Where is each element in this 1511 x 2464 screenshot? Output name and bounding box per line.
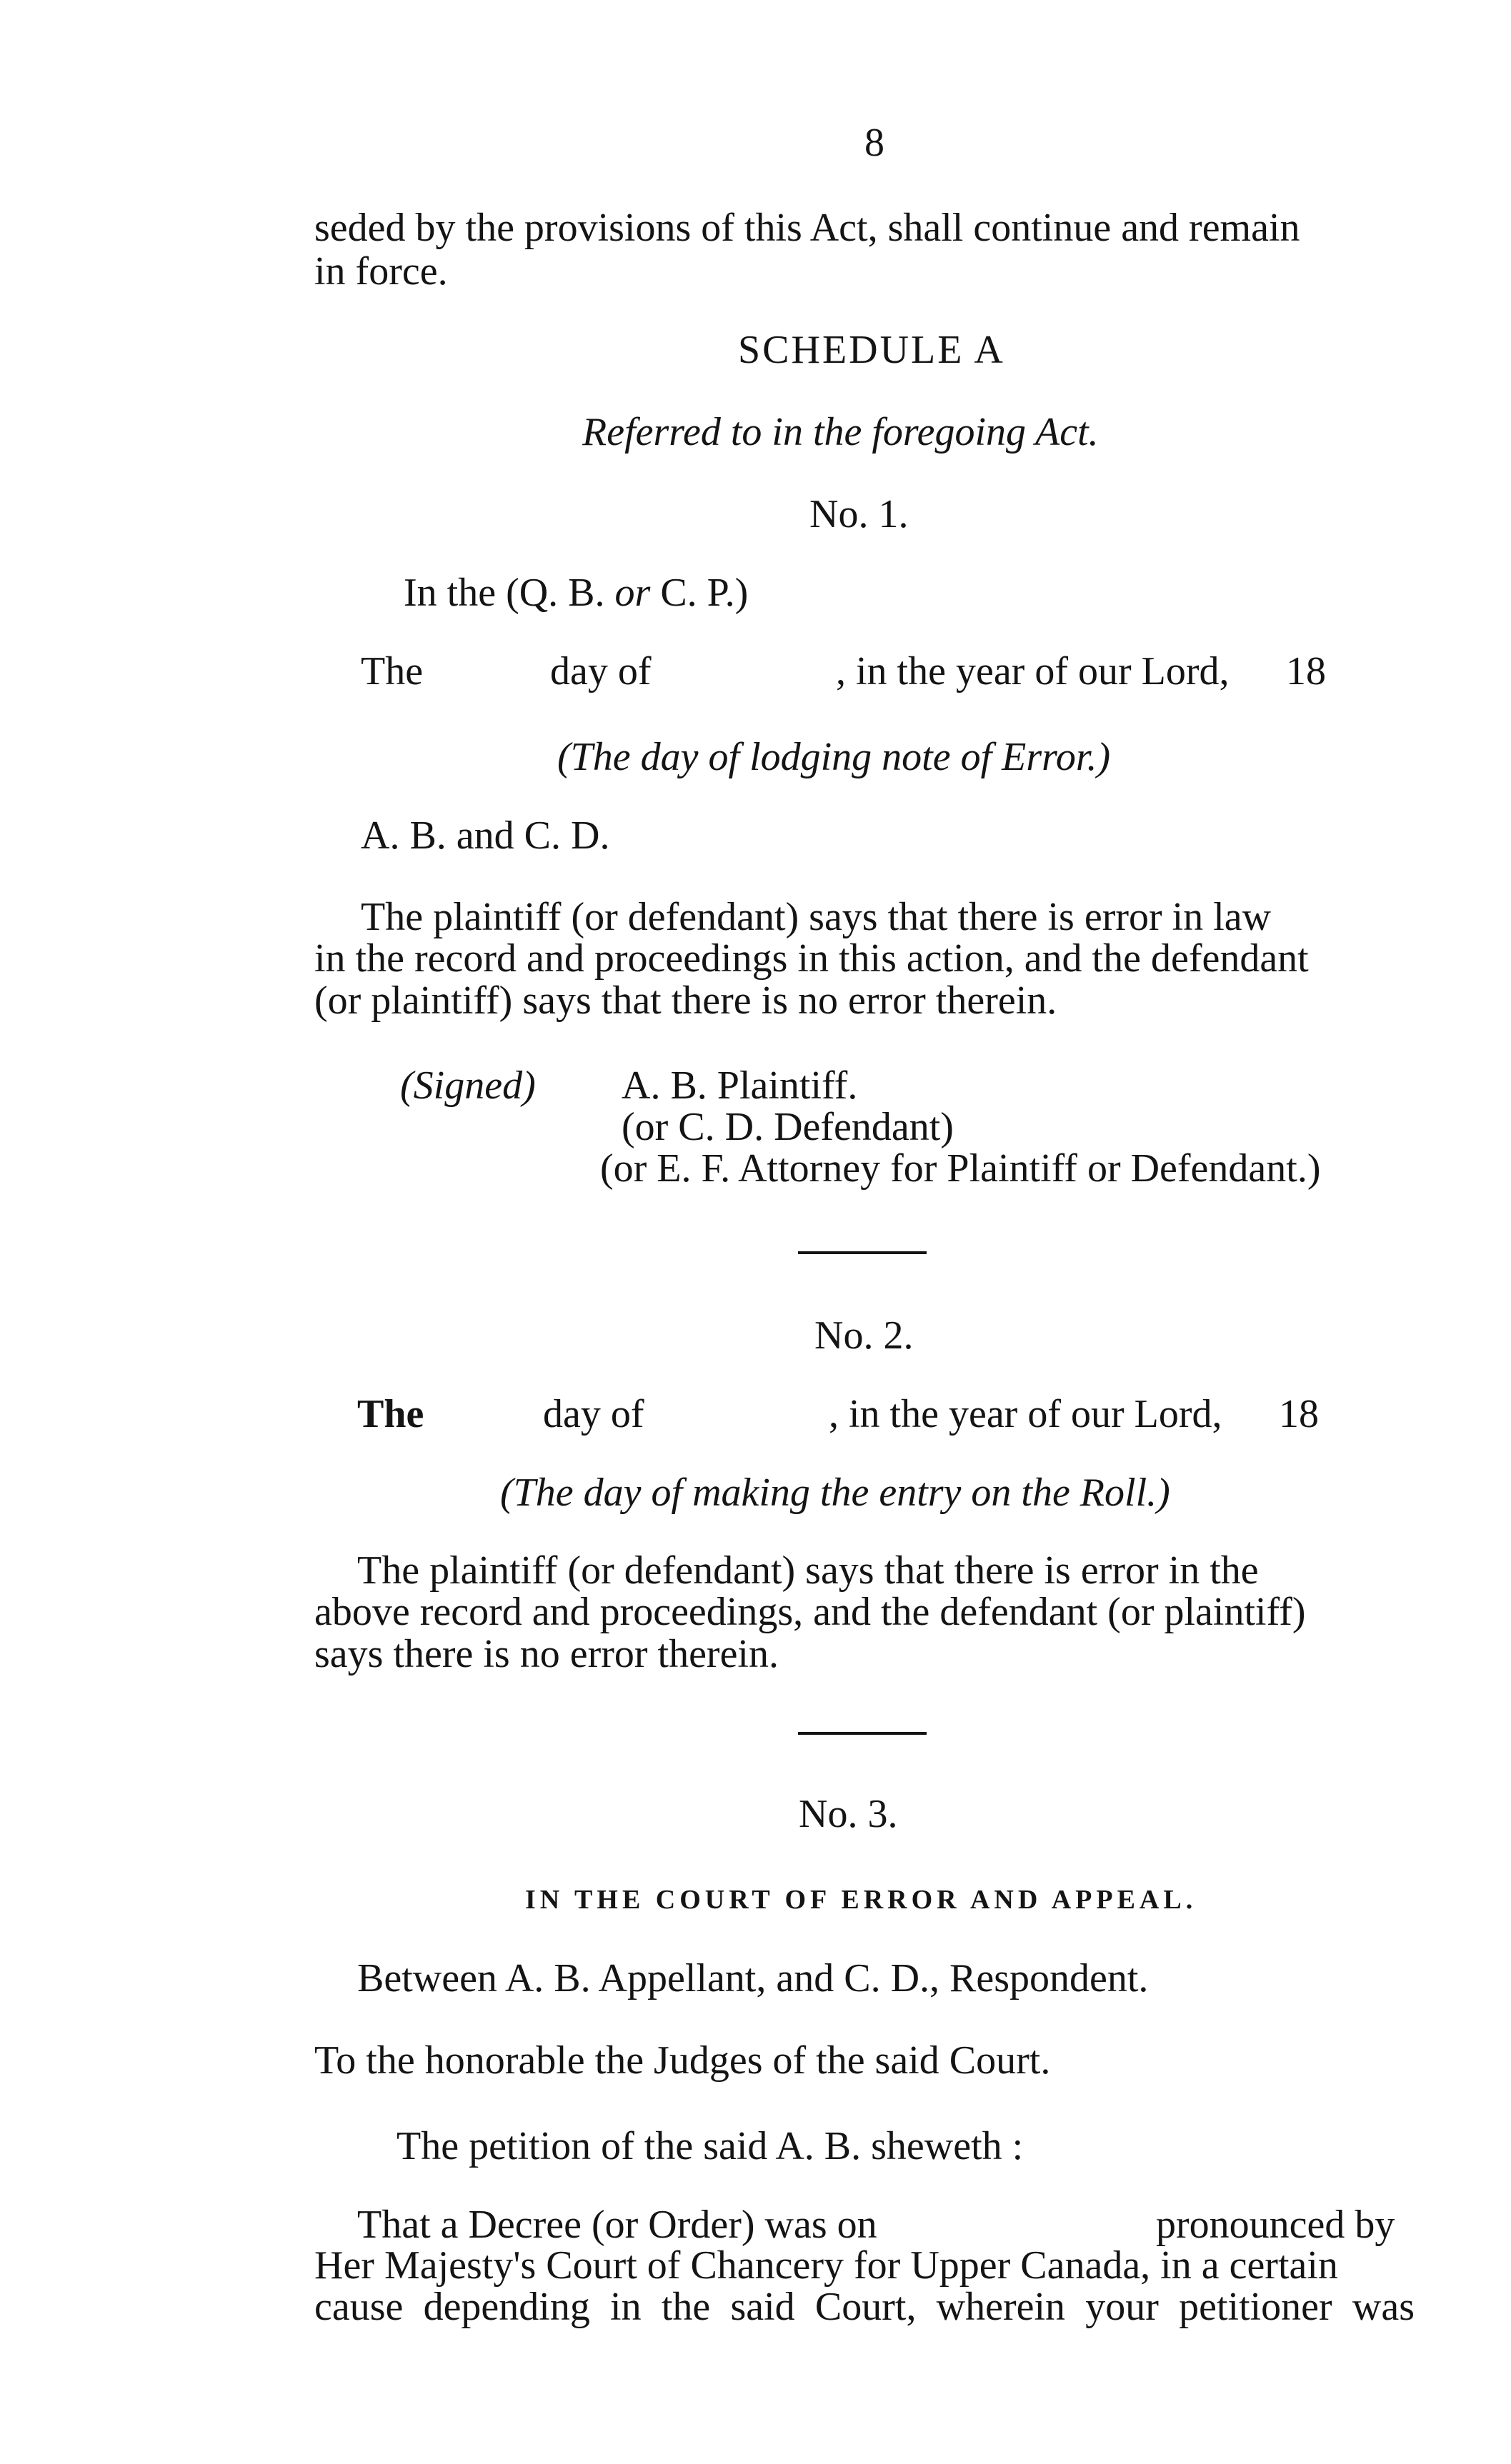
form2-number: No. 2. — [814, 1313, 914, 1358]
page-number: 8 — [864, 121, 884, 165]
separator-rule-2 — [798, 1732, 927, 1735]
intro-line-1: seded by the provisions of this Act, shall continue and remain — [314, 206, 1300, 250]
schedule-title: SCHEDULE A — [738, 328, 1005, 372]
form1-body-line-3: (or plaintiff) says that there is no error therein. — [314, 978, 1057, 1023]
form3-body-line-1a: That a Decree (or Order) was on — [357, 2203, 877, 2247]
form1-parties: A. B. and C. D. — [361, 813, 610, 858]
form3-body-line-3: cause depending in the said Court, wherein your petitioner was — [314, 2285, 1415, 2329]
form1-signature-1: A. B. Plaintiff. — [622, 1063, 858, 1108]
form1-date-note: (The day of lodging note of Error.) — [557, 735, 1111, 779]
form1-date-year: , in the year of our Lord, — [836, 649, 1230, 693]
form3-court-heading: IN THE COURT OF ERROR AND APPEAL. — [525, 1885, 1197, 1915]
form1-court-line — [404, 571, 748, 614]
form3-address: To the honorable the Judges of the said Court. — [314, 2038, 1051, 2083]
form1-court-prefix: In the (Q. B. — [404, 571, 605, 615]
schedule-subtitle: Referred to in the foregoing Act. — [582, 410, 1099, 454]
form3-number: No. 3. — [799, 1792, 898, 1836]
form1-court-suffix: C. P.) — [660, 571, 749, 615]
form2-body-line-2: above record and proceedings, and the defendant (or plaintiff) — [314, 1590, 1306, 1634]
form3-petition: The petition of the said A. B. sheweth : — [397, 2124, 1024, 2168]
form1-signed-label: (Signed) — [400, 1063, 536, 1108]
form2-body-line-3: says there is no error therein. — [314, 1632, 779, 1676]
form2-date-year: , in the year of our Lord, — [829, 1392, 1222, 1436]
form1-number: No. 1. — [809, 492, 909, 536]
form3-body-line-1b: pronounced by — [1156, 2203, 1395, 2247]
form1-date-dayof: day of — [550, 649, 652, 693]
form3-body-line-2: Her Majesty's Court of Chancery for Upper Canada, in a certain — [314, 2243, 1338, 2288]
form1-date-18: 18 — [1286, 649, 1326, 693]
form1-date-the: The — [361, 649, 424, 693]
form1-court-or: or — [614, 571, 651, 615]
form2-date-note: (The day of making the entry on the Roll.) — [500, 1471, 1170, 1515]
form1-body-line-2: in the record and proceedings in this action, and the defendant — [314, 936, 1309, 981]
form2-date-the: The — [357, 1392, 424, 1436]
form1-signature-3: (or E. F. Attorney for Plaintiff or Defendant.) — [600, 1146, 1321, 1191]
form2-date-dayof: day of — [543, 1392, 644, 1436]
form2-body-line-1: The plaintiff (or defendant) says that there is error in the — [357, 1548, 1259, 1593]
form1-body-line-1: The plaintiff (or defendant) says that there is error in law — [361, 895, 1272, 939]
form3-between: Between A. B. Appellant, and C. D., Respondent. — [357, 1956, 1149, 2000]
form2-date-18: 18 — [1279, 1392, 1319, 1436]
form1-signature-2: (or C. D. Defendant) — [622, 1105, 954, 1149]
intro-line-2: in force. — [314, 249, 448, 294]
separator-rule-1 — [798, 1251, 927, 1254]
